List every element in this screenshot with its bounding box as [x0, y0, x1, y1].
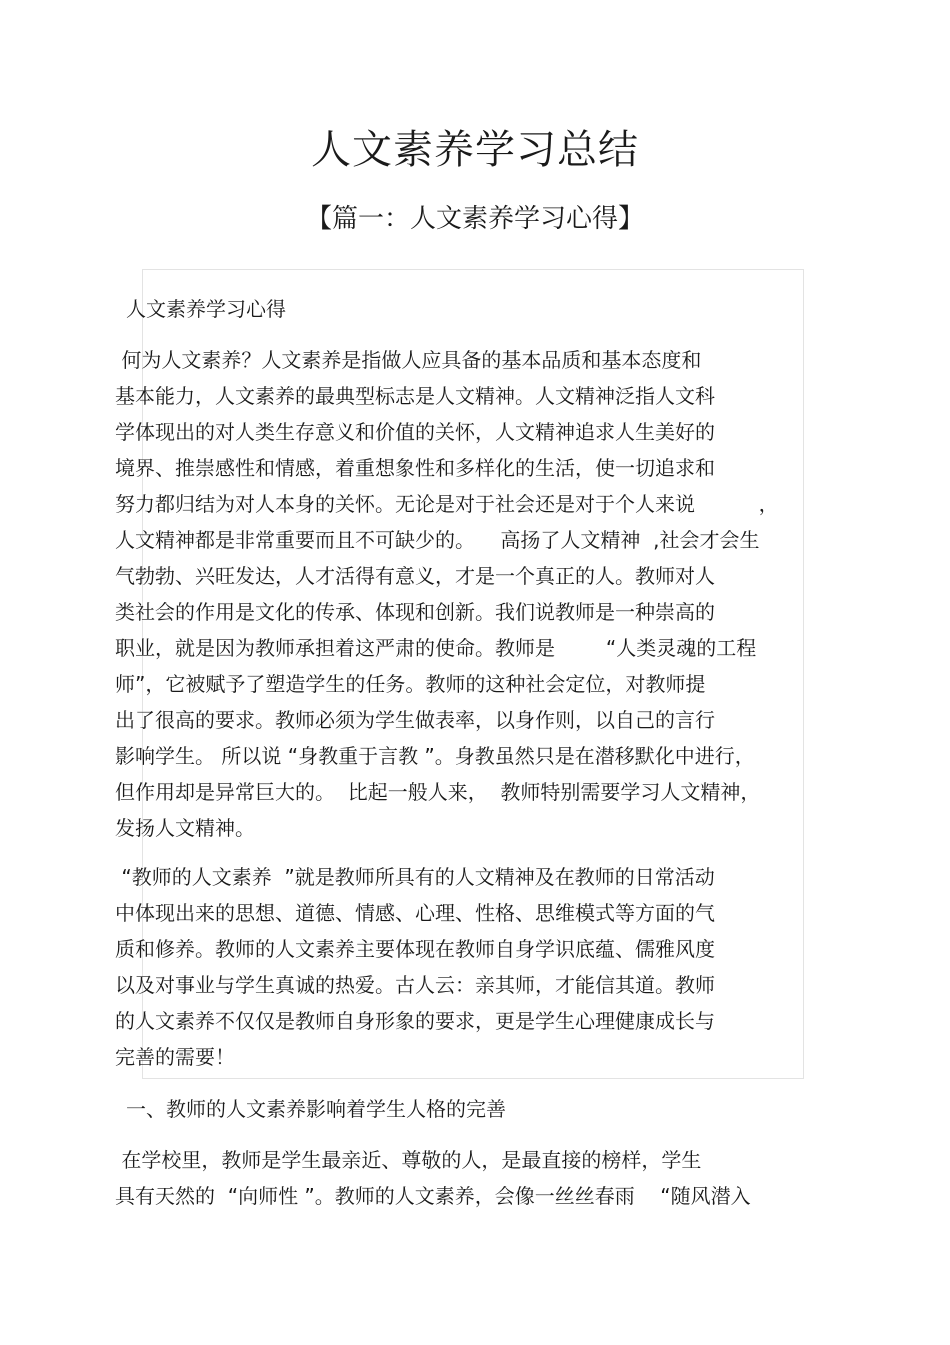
paragraph-line: 境界、推崇感性和情感，着重想象性和多样化的生活，使一切追求和 [115, 456, 715, 480]
paragraph-line: 人文精神都是非常重要而且不可缺少的。 高扬了人文精神 ,社会才会生 [115, 528, 760, 552]
document-subtitle: 【篇一：人文素养学习心得】 [305, 204, 644, 234]
paragraph-line: 影响学生。 所以说 “身教重于言教 ”。身教虽然只是在潜移默化中进行， [115, 744, 755, 768]
paragraph-line: 具有天然的 “向师性 ”。教师的人文素养，会像一丝丝春雨 “随风潜入 [115, 1184, 751, 1208]
paragraph-line: 基本能力，人文素养的最典型标志是人文精神。人文精神泛指人文科 [115, 384, 715, 408]
paragraph-line: 学体现出的对人类生存意义和价值的关怀，人文精神追求人生美好的 [115, 420, 715, 444]
paragraph-line: 的人文素养不仅仅是教师自身形象的要求，更是学生心理健康成长与 [115, 1009, 715, 1033]
paragraph-line: 类社会的作用是文化的传承、体现和创新。我们说教师是一种崇高的 [115, 600, 715, 624]
paragraph-line: “教师的人文素养 ”就是教师所具有的人文精神及在教师的日常活动 [115, 865, 715, 889]
paragraph-3 [115, 1142, 751, 1214]
paragraph-line: 发扬人文精神。 [115, 816, 255, 840]
paragraph-line: 中体现出来的思想、道德、情感、心理、性格、思维模式等方面的气 [115, 901, 715, 925]
paragraph-line: 但作用却是异常巨大的。 比起一般人来， 教师特别需要学习人文精神， [115, 780, 761, 804]
paragraph-line: 职业，就是因为教师承担着这严肃的使命。教师是 “人类灵魂的工程 [115, 636, 757, 660]
paragraph-line: 出了很高的要求。教师必须为学生做表率，以身作则，以自己的言行 [115, 708, 715, 732]
paragraph-line: 完善的需要！ [115, 1045, 235, 1069]
section-1-heading: 一、教师的人文素养影响着学生人格的完善 [126, 1097, 506, 1121]
paragraph-line: 何为人文素养？人文素养是指做人应具备的基本品质和基本态度和 [115, 348, 702, 372]
paragraph-line: 气勃勃、兴旺发达，人才活得有意义，才是一个真正的人。教师对人 [115, 564, 715, 588]
document-title: 人文素养学习总结 [311, 127, 639, 173]
paragraph-2 [115, 859, 715, 1075]
section-heading: 人文素养学习心得 [126, 297, 286, 321]
paragraph-1 [115, 342, 779, 846]
paragraph-line: 以及对事业与学生真诚的热爱。古人云：亲其师，才能信其道。教师 [115, 973, 715, 997]
paragraph-line: 努力都归结为对人本身的关怀。无论是对于社会还是对于个人来说 ， [115, 492, 779, 516]
paragraph-line: 质和修养。教师的人文素养主要体现在教师自身学识底蕴、儒雅风度 [115, 937, 715, 961]
paragraph-line: 师”，它被赋予了塑造学生的任务。教师的这种社会定位，对教师提 [115, 672, 706, 696]
paragraph-line: 在学校里，教师是学生最亲近、尊敬的人，是最直接的榜样，学生 [115, 1148, 702, 1172]
